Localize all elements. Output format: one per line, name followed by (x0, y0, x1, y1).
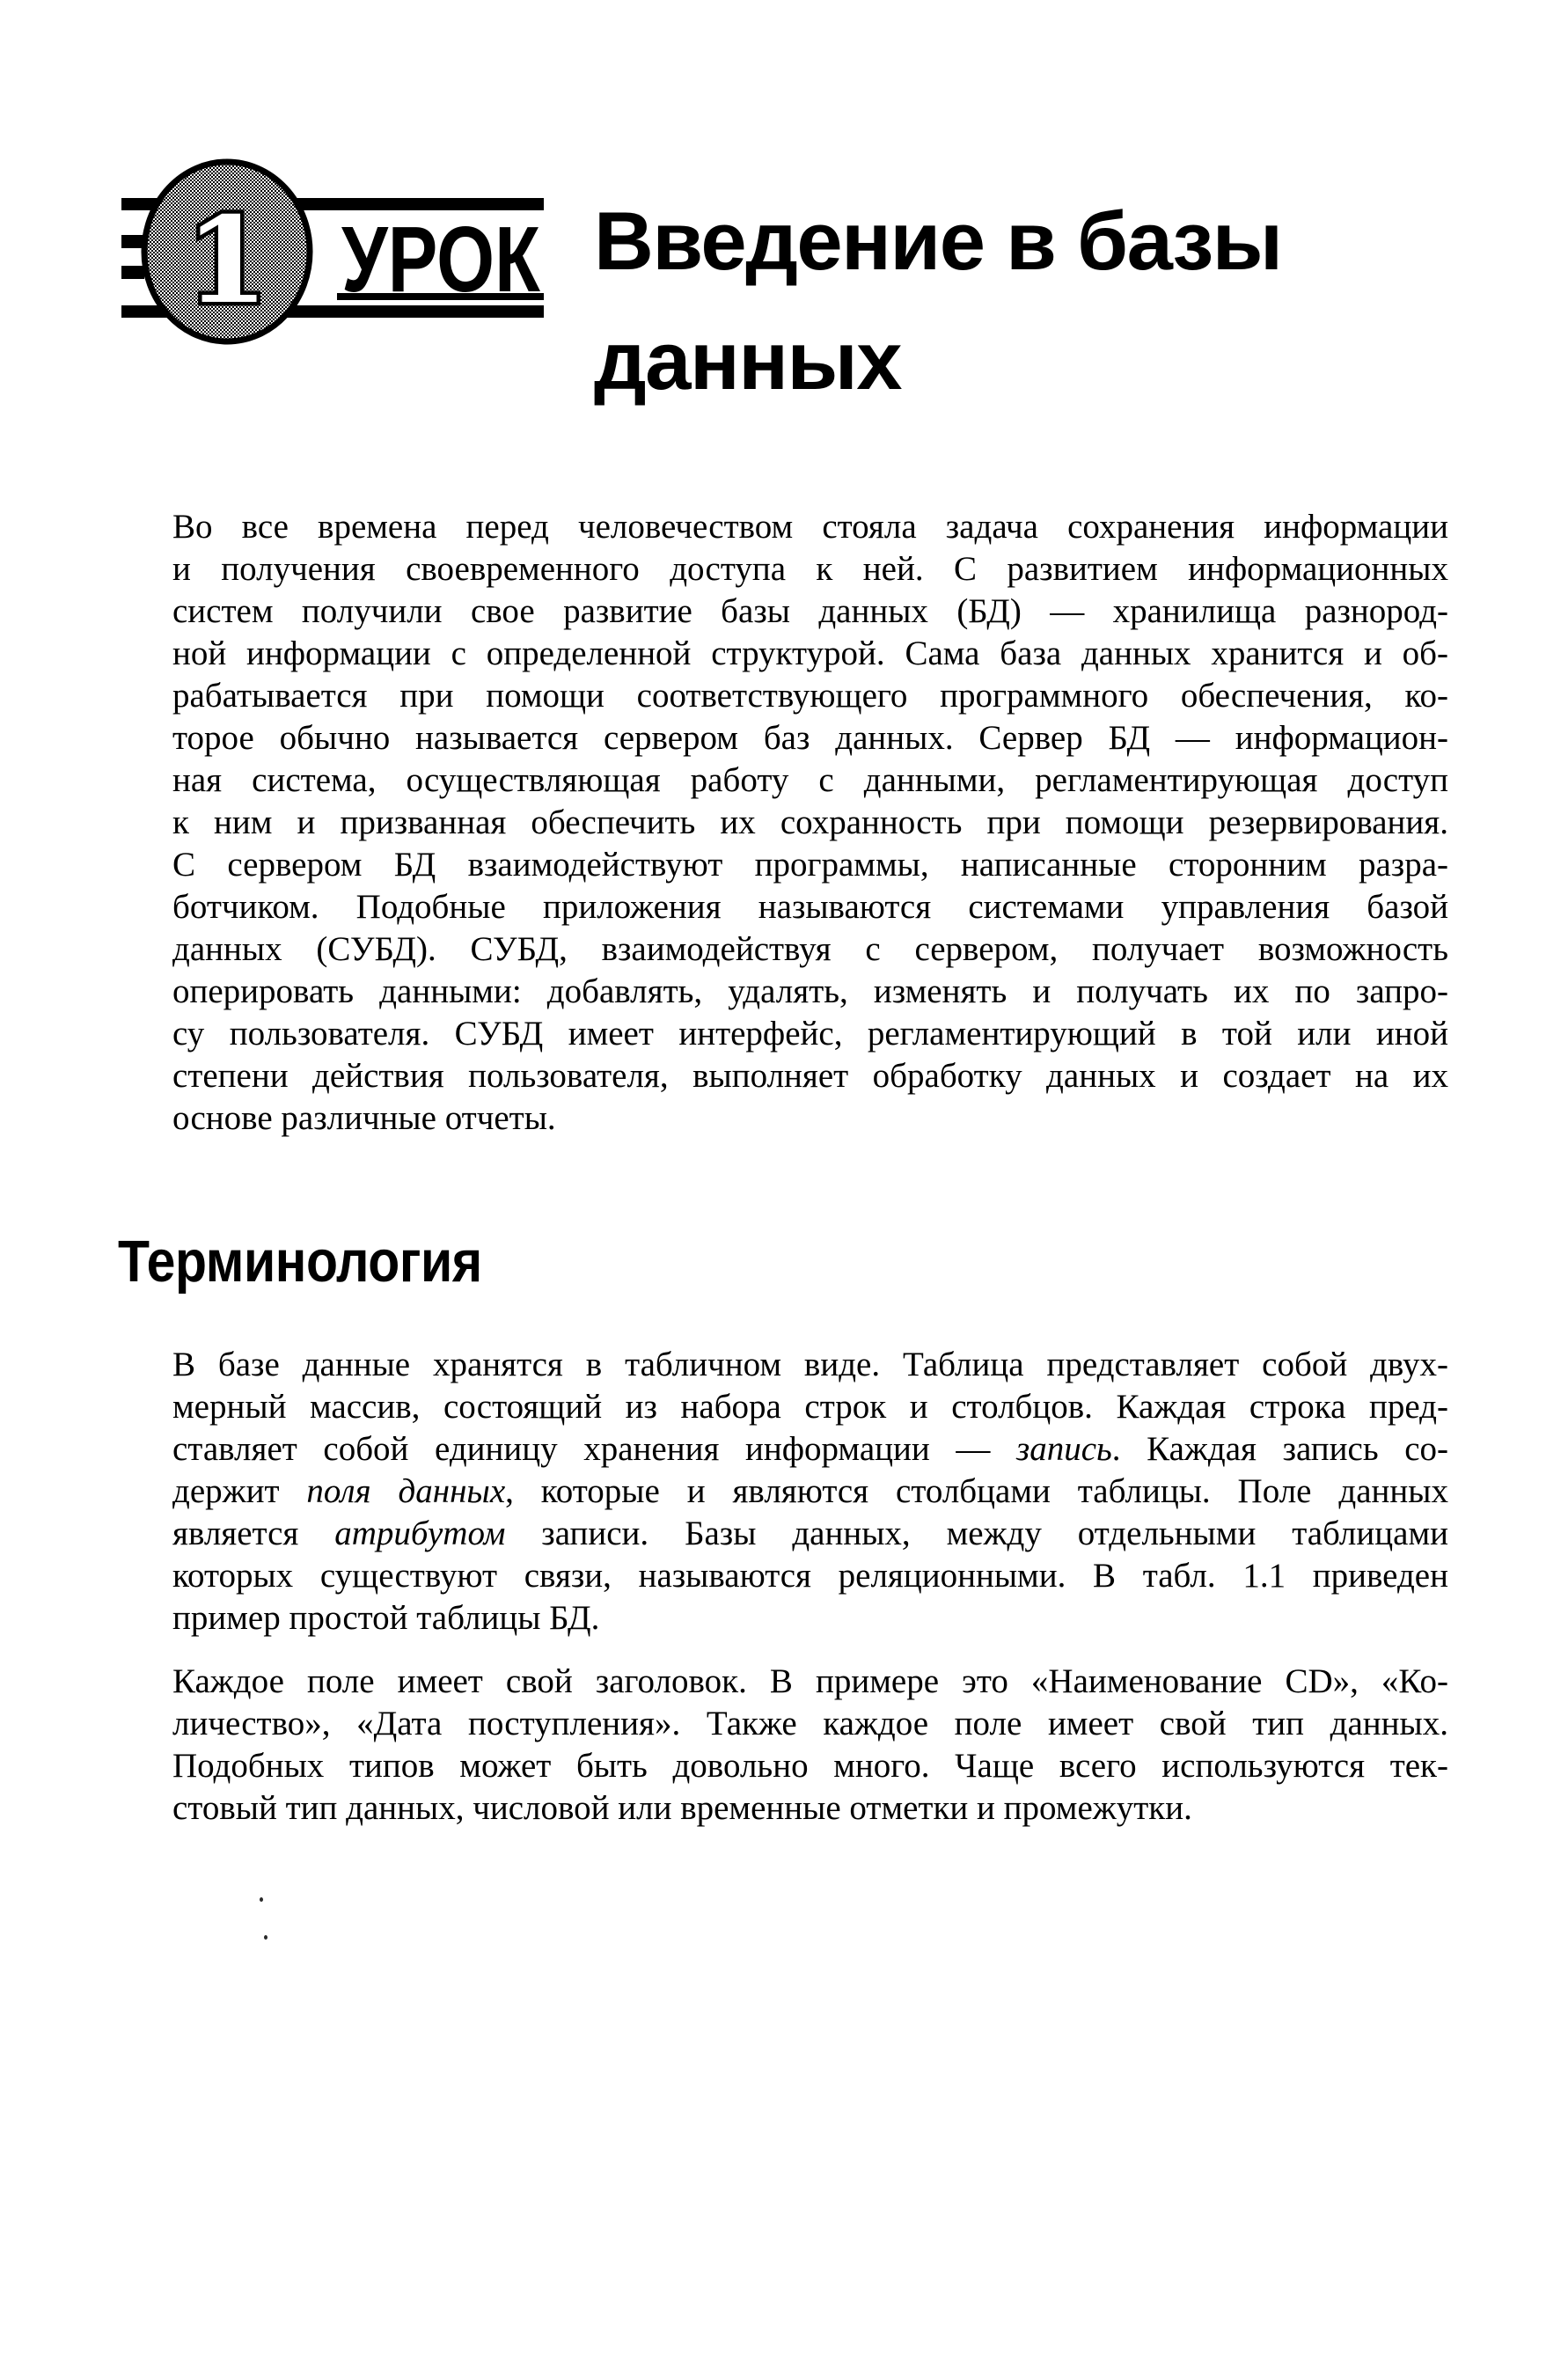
page-title-line-2: данных (594, 314, 902, 407)
text-line: ная система, осуществляющая работу с данными, регламентирующая доступ (172, 761, 1448, 799)
text-line: мерный массив, состоящий из набора строк и столбцов. Каждая строка пред- (172, 1388, 1448, 1426)
text-line: ставляет собой единицу хранения информации — запись. Каждая запись со- (172, 1430, 1448, 1468)
text-line: ботчиком. Подобные приложения называются системами управления базой (172, 888, 1448, 926)
text-line: степени действия пользователя, выполняет обработку данных и создает на их (172, 1057, 1448, 1095)
text-line: Подобных типов может быть довольно много. Чаще всего используются тек- (172, 1747, 1448, 1785)
text-line: рабатывается при помощи соответствующего программного обеспечения, ко- (172, 677, 1448, 715)
text-line: стовый тип данных, числовой или временные отметки и промежутки. (172, 1789, 1192, 1827)
text-line: основе различные отчеты. (172, 1099, 556, 1137)
text-line: торое обычно называется сервером баз данных. Сервер БД — информацион- (172, 719, 1448, 757)
section-heading-terminology: Терминология (118, 1229, 482, 1295)
text-line: пример простой таблицы БД. (172, 1599, 600, 1637)
lesson-number: 1 (186, 190, 268, 330)
text-line: и получения своевременного доступа к ней. С развитием информационных (172, 550, 1448, 588)
badge-left-dash-1 (121, 235, 144, 248)
lesson-badge-graphic (114, 150, 563, 370)
text-line: держит поля данных, которые и являются столбцами таблицы. Поле данных (172, 1472, 1448, 1510)
terminology-paragraph-1 (172, 1344, 1448, 1639)
text-line: данных (СУБД). СУБД, взаимодействуя с сервером, получает возможность (172, 930, 1448, 968)
text-line: систем получили свое развитие базы данных (БД) — хранилища разнород- (172, 592, 1448, 630)
scan-speck (264, 1935, 267, 1940)
text-line: В базе данные хранятся в табличном виде. Таблица представляет собой двух- (172, 1346, 1448, 1383)
text-line: личество», «Дата поступления». Также каждое поле имеет свой тип данных. (172, 1705, 1448, 1742)
text-line: к ним и призванная обеспечить их сохранность при помощи резервирования. (172, 803, 1448, 841)
page-title (594, 181, 1386, 421)
page-title-line-1: Введение в базы (594, 194, 1282, 287)
text-line: Каждое поле имеет свой заголовок. В примере это «Наименование CD», «Ко- (172, 1662, 1448, 1700)
scan-speck (260, 1897, 263, 1902)
terminology-paragraph-2 (172, 1661, 1448, 1830)
badge-left-dash-2 (121, 266, 144, 279)
lesson-label: УРОК (341, 208, 540, 312)
intro-paragraph (172, 506, 1448, 1140)
text-line: ной информации с определенной структурой. Сама база данных хранится и об- (172, 635, 1448, 672)
text-line: оперировать данными: добавлять, удалять, изменять и получать их по запро- (172, 972, 1448, 1010)
text-line: которых существуют связи, называются реляционными. В табл. 1.1 приведен (172, 1557, 1448, 1595)
lesson-badge (114, 150, 563, 370)
text-line: су пользователя. СУБД имеет интерфейс, регламентирующий в той или иной (172, 1015, 1448, 1053)
text-line: является атрибутом записи. Базы данных, между отдельными таблицами (172, 1515, 1448, 1552)
text-line: С сервером БД взаимодействуют программы, написанные сторонним разра- (172, 846, 1448, 884)
text-line: Во все времена перед человечеством стояла задача сохранения информации (172, 508, 1448, 546)
